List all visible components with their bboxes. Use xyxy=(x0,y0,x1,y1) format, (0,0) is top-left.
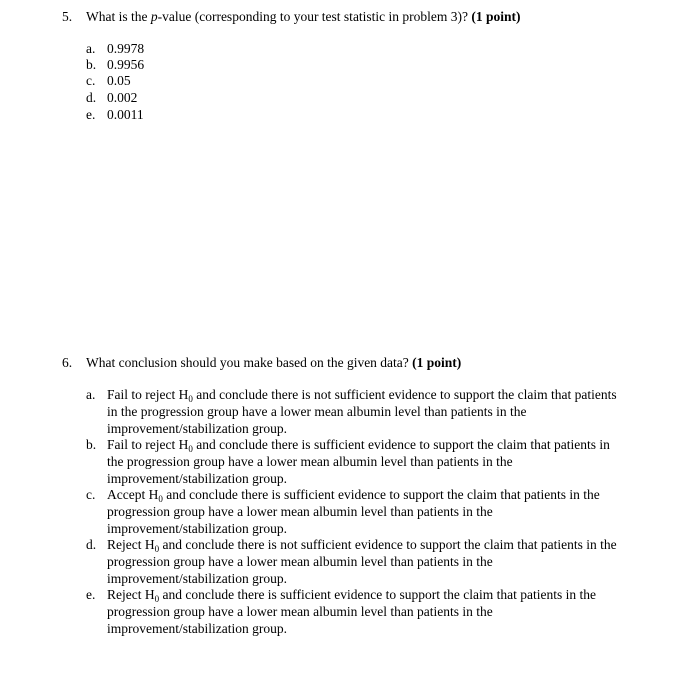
option-letter: a. xyxy=(86,387,96,402)
option-letter: b. xyxy=(86,57,97,72)
option-text: Reject $H_0$ and conclude there is sufficient evidence to support the claim that patients in the progression group have a lower mean albumin level than patients in the improvement/stabilization group. xyxy=(107,587,596,636)
question-5-text-after: -value (corresponding to your test statistic in problem 3)? xyxy=(157,9,472,24)
question-5-points: (1 point) xyxy=(471,9,521,24)
option-text: 0.9978 xyxy=(107,41,145,56)
question-6-points: (1 point) xyxy=(412,355,462,370)
option-letter: a. xyxy=(86,41,96,56)
option-letter: d. xyxy=(86,90,97,105)
question-5-number: 5. xyxy=(62,9,73,24)
question-5-p-italic: p xyxy=(150,9,158,24)
option-text: 0.05 xyxy=(107,73,131,88)
option-letter: d. xyxy=(86,537,97,552)
option-letter: e. xyxy=(86,107,96,122)
option-text: Accept $H_0$ and conclude there is sufficient evidence to support the claim that patients in the progression group have a lower mean albumin level than patients in the improvement/stabilization group. xyxy=(107,487,600,536)
option-text: Reject $H_0$ and conclude there is not sufficient evidence to support the claim that patients in the progression group have a lower mean albumin level than patients in the improvement/stabilization group. xyxy=(107,537,617,586)
option-letter: c. xyxy=(86,73,96,88)
question-6-number: 6. xyxy=(62,355,73,370)
option-text: 0.0011 xyxy=(107,107,144,122)
option-letter: c. xyxy=(86,487,96,502)
option-text: Fail to reject $H_0$ and conclude there is not sufficient evidence to support the claim that patients in the progression group have a lower mean albumin level than patients in the improvement/stabilization group. xyxy=(107,387,617,436)
option-text: 0.9956 xyxy=(107,57,145,72)
option-text: 0.002 xyxy=(107,90,138,105)
question-5-text-before: What is the xyxy=(86,9,151,24)
option-text: Fail to reject $H_0$ and conclude there is sufficient evidence to support the claim that patients in the progression group have a lower mean albumin level than patients in the improvement/stabilization group. xyxy=(107,437,610,486)
question-6-text: What conclusion should you make based on the given data? xyxy=(86,355,413,370)
option-letter: b. xyxy=(86,437,97,452)
option-letter: e. xyxy=(86,587,96,602)
